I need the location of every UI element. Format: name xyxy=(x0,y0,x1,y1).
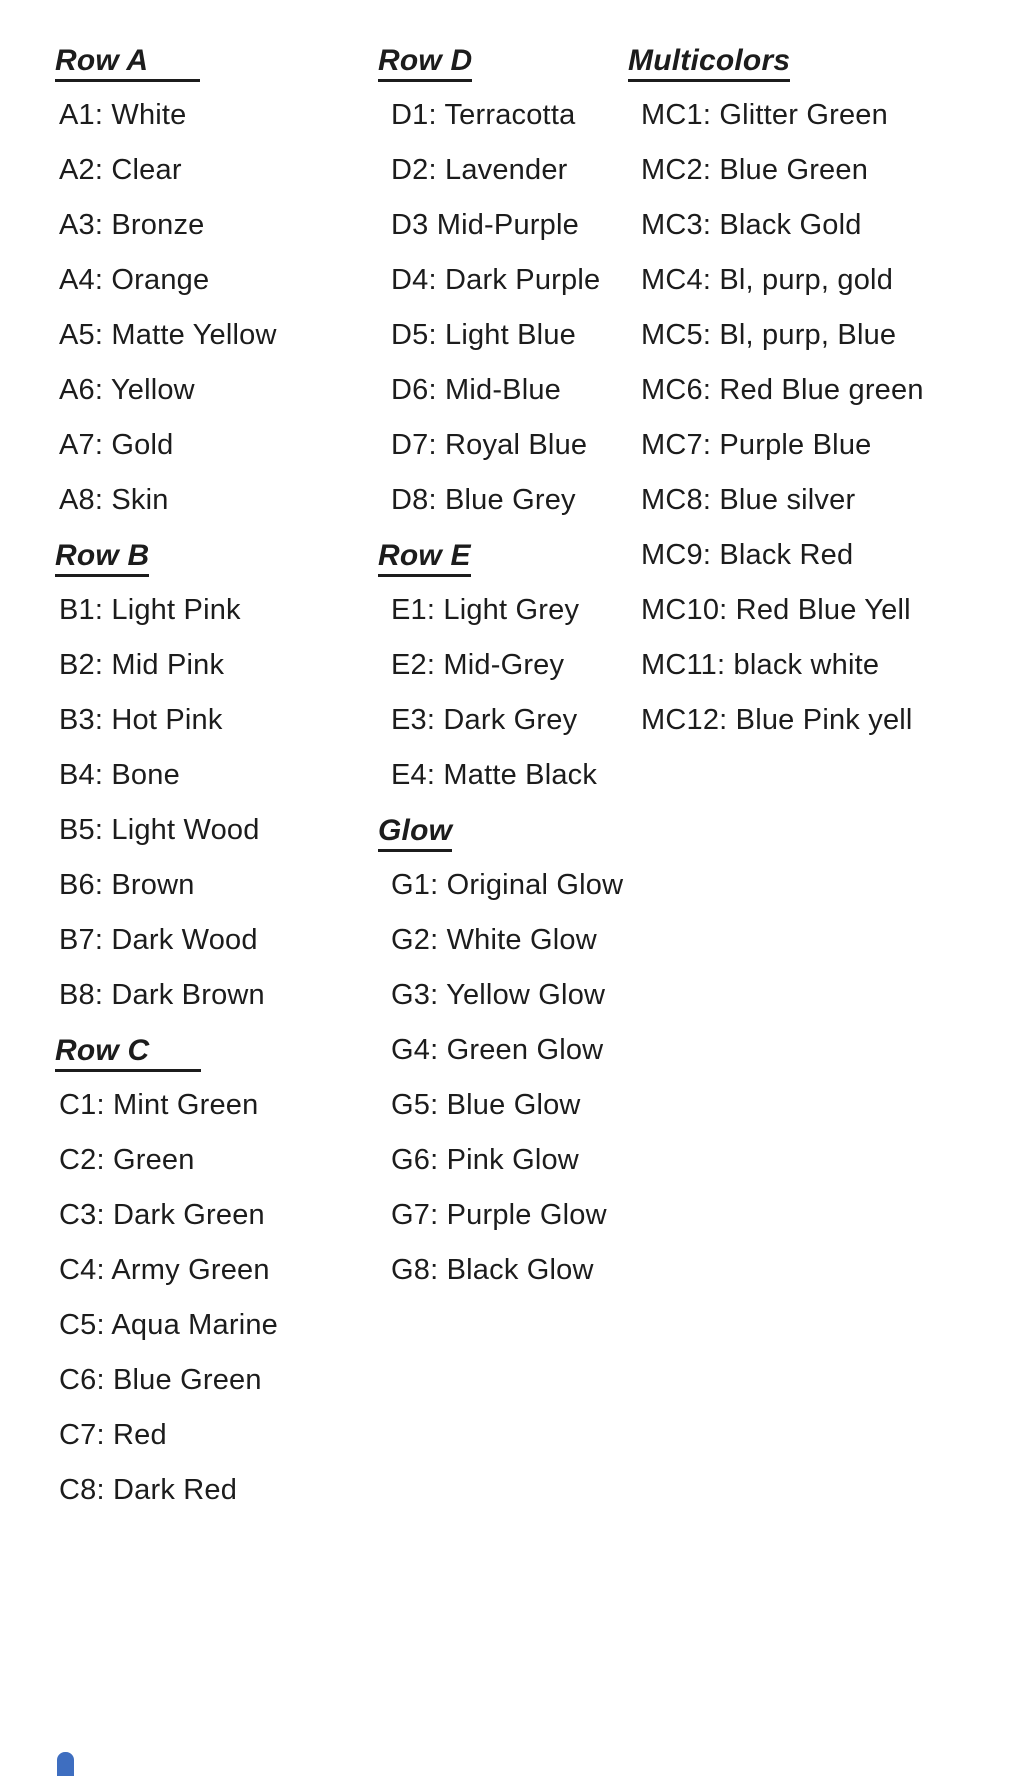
color-list-item: B5: Light Wood xyxy=(59,814,260,846)
section-header xyxy=(378,528,623,583)
color-list-item: A7: Gold xyxy=(59,429,174,461)
color-list-item: G8: Black Glow xyxy=(391,1254,594,1286)
color-list-item: E2: Mid-Grey xyxy=(391,649,565,681)
color-list-item: C5: Aqua Marine xyxy=(59,1309,279,1341)
section-header-label: Glow xyxy=(378,814,452,852)
color-list-item: D3 Mid-Purple xyxy=(391,209,579,241)
section-header xyxy=(55,33,278,88)
column-1 xyxy=(55,33,278,1518)
blue-marker xyxy=(57,1752,74,1776)
color-list-item: D2: Lavender xyxy=(391,154,568,186)
color-list-item: C8: Dark Red xyxy=(59,1474,238,1506)
color-list-item: G3: Yellow Glow xyxy=(391,979,606,1011)
section-header-label: Row A xyxy=(55,44,200,82)
color-list-item: B1: Light Pink xyxy=(59,594,241,626)
color-list-item: D6: Mid-Blue xyxy=(391,374,562,406)
section-header-label: Row B xyxy=(55,539,149,577)
color-list-item: MC1: Glitter Green xyxy=(641,99,888,131)
color-list-item: MC2: Blue Green xyxy=(641,154,869,186)
color-list-item: E3: Dark Grey xyxy=(391,704,578,736)
color-list-item: B3: Hot Pink xyxy=(59,704,223,736)
section-header-label: Row C xyxy=(55,1034,201,1072)
section-header xyxy=(628,33,924,88)
section-header xyxy=(378,803,623,858)
color-list-item: A6: Yellow xyxy=(59,374,195,406)
color-list-item: E4: Matte Black xyxy=(391,759,598,791)
color-list-item: C6: Blue Green xyxy=(59,1364,262,1396)
color-list-item: G1: Original Glow xyxy=(391,869,624,901)
color-list-item: MC5: Bl, purp, Blue xyxy=(641,319,897,351)
color-list-item: D5: Light Blue xyxy=(391,319,576,351)
section-header xyxy=(55,528,278,583)
color-list-item: B4: Bone xyxy=(59,759,180,791)
color-list-item: B8: Dark Brown xyxy=(59,979,265,1011)
color-list-item: C1: Mint Green xyxy=(59,1089,259,1121)
color-list-item: MC9: Black Red xyxy=(641,539,854,571)
color-list-item: MC6: Red Blue green xyxy=(641,374,924,406)
column-3 xyxy=(628,33,924,748)
section-header-label: Row D xyxy=(378,44,472,82)
color-list-item: MC3: Black Gold xyxy=(641,209,862,241)
color-list-item: MC12: Blue Pink yell xyxy=(641,704,913,736)
section-header-label: Row E xyxy=(378,539,471,577)
color-list-item: MC8: Blue silver xyxy=(641,484,856,516)
color-list-item: G5: Blue Glow xyxy=(391,1089,581,1121)
color-list-item: E1: Light Grey xyxy=(391,594,580,626)
color-list-item: G7: Purple Glow xyxy=(391,1199,607,1231)
column-2 xyxy=(378,33,623,1298)
color-list-item: G6: Pink Glow xyxy=(391,1144,579,1176)
section-header-label: Multicolors xyxy=(628,44,790,82)
color-list-item: MC11: black white xyxy=(641,649,880,681)
color-list-item: D7: Royal Blue xyxy=(391,429,588,461)
section-header xyxy=(55,1023,278,1078)
color-list-item: C4: Army Green xyxy=(59,1254,270,1286)
color-list-item: B7: Dark Wood xyxy=(59,924,258,956)
color-list-item: MC7: Purple Blue xyxy=(641,429,872,461)
color-list-item: C3: Dark Green xyxy=(59,1199,265,1231)
color-list-item: C2: Green xyxy=(59,1144,195,1176)
color-list-item: G4: Green Glow xyxy=(391,1034,604,1066)
color-list-item: C7: Red xyxy=(59,1419,167,1451)
color-list-item: A8: Skin xyxy=(59,484,169,516)
color-list-item: MC10: Red Blue Yell xyxy=(641,594,911,626)
color-list-item: G2: White Glow xyxy=(391,924,597,956)
color-list-item: D1: Terracotta xyxy=(391,99,576,131)
color-list-item: MC4: Bl, purp, gold xyxy=(641,264,894,296)
color-list-item: A5: Matte Yellow xyxy=(59,319,277,351)
color-list-item: A2: Clear xyxy=(59,154,182,186)
color-list-item: A3: Bronze xyxy=(59,209,205,241)
color-list-item: A4: Orange xyxy=(59,264,210,296)
section-header xyxy=(378,33,623,88)
color-list-item: A1: White xyxy=(59,99,187,131)
color-list-item: D8: Blue Grey xyxy=(391,484,576,516)
color-list-item: B2: Mid Pink xyxy=(59,649,225,681)
color-list-item: B6: Brown xyxy=(59,869,195,901)
color-list-item: D4: Dark Purple xyxy=(391,264,601,296)
